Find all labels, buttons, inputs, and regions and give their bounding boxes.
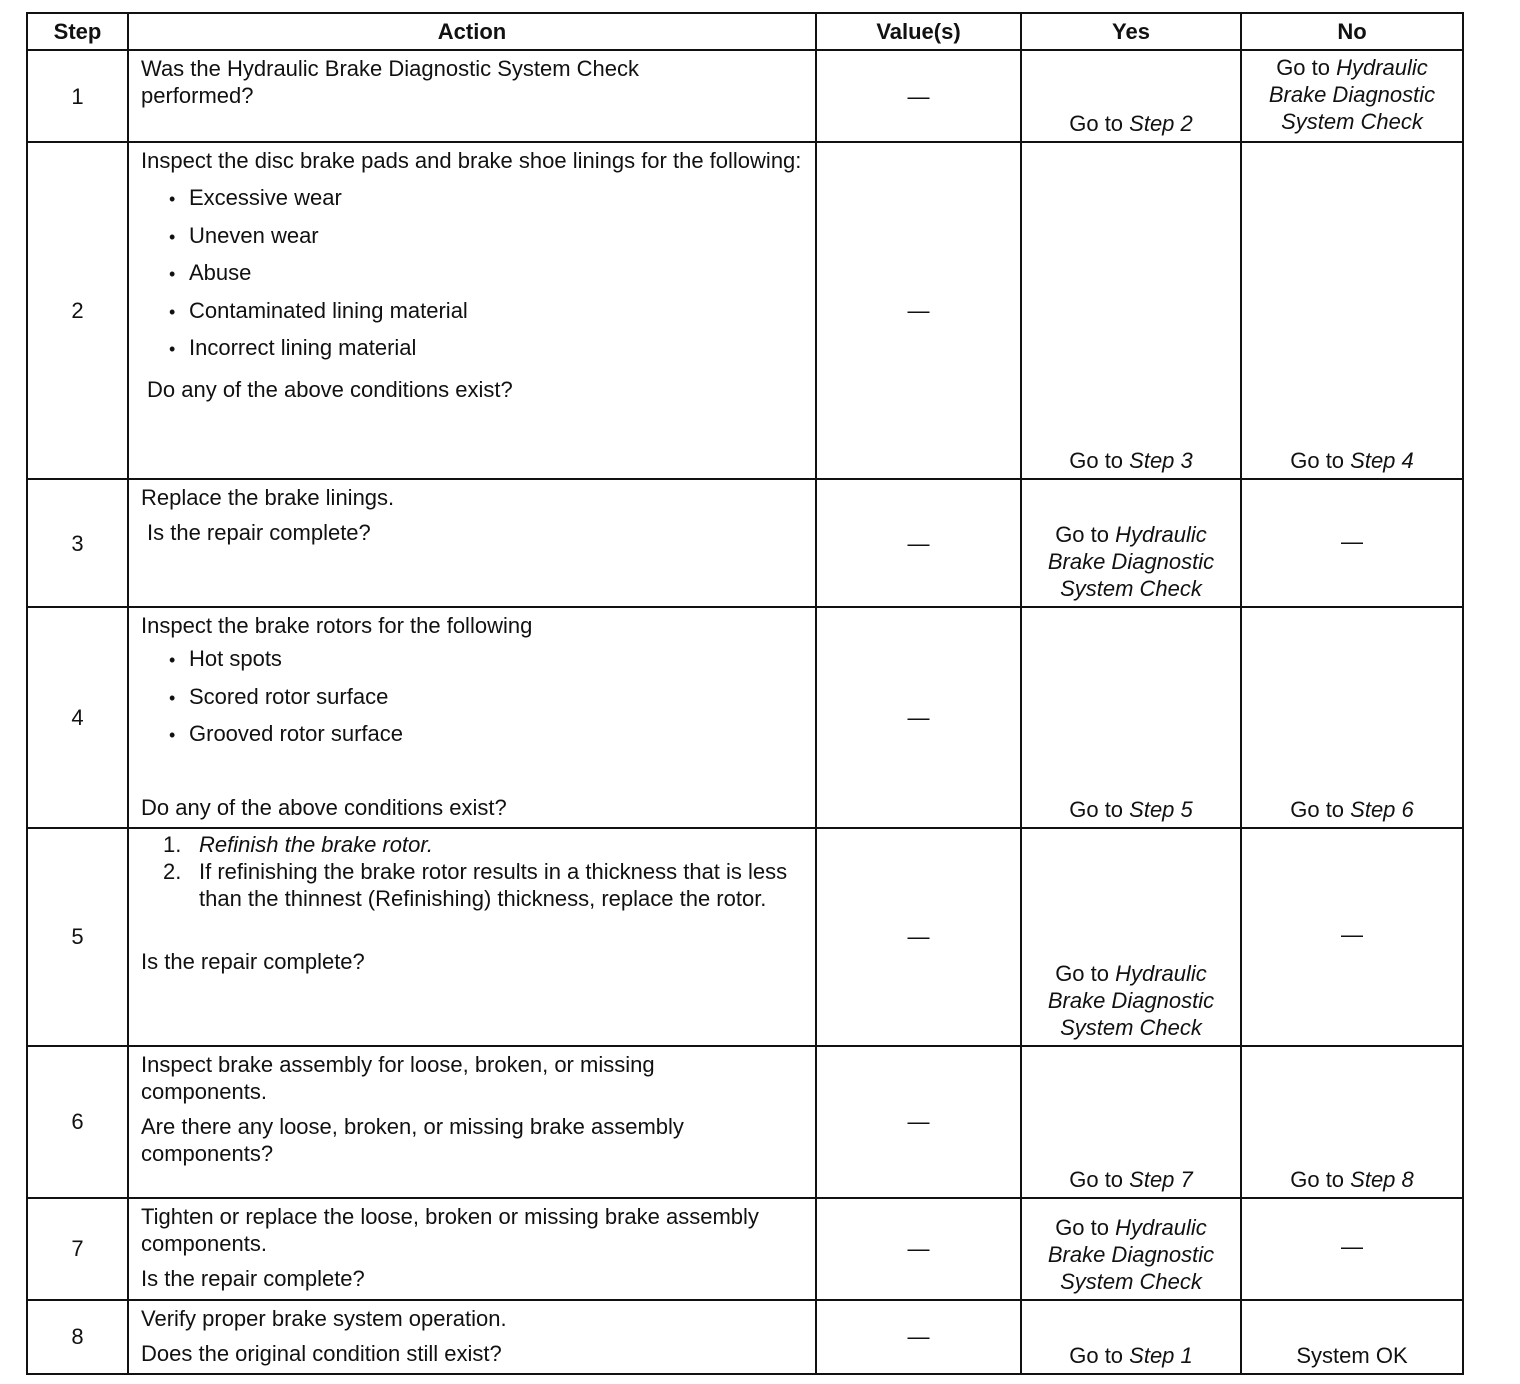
yes-target-link[interactable]: Hydraulic Brake Diagnostic System Check bbox=[1047, 960, 1215, 1040]
value-cell: — bbox=[816, 479, 1021, 607]
action-intro: Inspect the brake rotors for the following bbox=[141, 613, 533, 638]
numbered-steps bbox=[141, 831, 807, 912]
value-cell: — bbox=[816, 607, 1021, 828]
value-cell: — bbox=[816, 142, 1021, 479]
no-cell: System OK bbox=[1241, 1300, 1463, 1374]
yes-cell bbox=[1021, 1046, 1241, 1198]
yes-target-link[interactable]: Step 1 bbox=[1129, 1342, 1193, 1368]
action-cell bbox=[128, 607, 816, 828]
list-item: • Incorrect lining material bbox=[169, 330, 807, 368]
action-cell bbox=[128, 479, 816, 607]
list-item: • Excessive wear bbox=[169, 180, 807, 218]
yes-cell bbox=[1021, 142, 1241, 479]
list-item: • Grooved rotor surface bbox=[169, 716, 807, 754]
value-cell: — bbox=[816, 1300, 1021, 1374]
table-row bbox=[27, 50, 1463, 142]
list-item: • Scored rotor surface bbox=[169, 679, 807, 717]
action-text: Was the Hydraulic Brake Diagnostic System Check performed? bbox=[141, 56, 640, 108]
yes-cell bbox=[1021, 1198, 1241, 1300]
action-text: Tighten or replace the loose, broken or missing brake assembly components. bbox=[141, 1203, 759, 1256]
list-item: • Abuse bbox=[169, 255, 807, 293]
action-question: Are there any loose, broken, or missing brake assembly components? bbox=[141, 1113, 684, 1166]
step-number: 5 bbox=[27, 828, 128, 1046]
step-number: 8 bbox=[27, 1300, 128, 1374]
yes-prefix: Go to bbox=[1055, 960, 1116, 986]
header-no: No bbox=[1241, 13, 1463, 50]
action-cell bbox=[128, 142, 816, 479]
no-target-link[interactable]: Step 4 bbox=[1350, 448, 1414, 473]
list-text: Refinish the brake rotor. bbox=[199, 831, 433, 857]
condition-list bbox=[141, 180, 807, 368]
list-item bbox=[141, 858, 807, 912]
no-target-link[interactable]: Step 6 bbox=[1350, 796, 1414, 822]
header-yes: Yes bbox=[1021, 13, 1241, 50]
action-cell bbox=[128, 1046, 816, 1198]
yes-target-link[interactable]: Step 5 bbox=[1129, 796, 1193, 822]
yes-target-link[interactable]: Hydraulic Brake Diagnostic System Check bbox=[1047, 1214, 1215, 1294]
table-row bbox=[27, 607, 1463, 828]
diagnostic-table bbox=[26, 12, 1464, 1375]
yes-target-link[interactable]: Step 3 bbox=[1129, 448, 1193, 473]
yes-prefix: Go to bbox=[1055, 1214, 1116, 1240]
no-cell bbox=[1241, 50, 1463, 142]
list-item: • Uneven wear bbox=[169, 218, 807, 256]
table-row bbox=[27, 1046, 1463, 1198]
header-row bbox=[27, 13, 1463, 50]
no-prefix: Go to bbox=[1276, 55, 1337, 80]
no-prefix: Go to bbox=[1290, 796, 1351, 822]
header-values: Value(s) bbox=[816, 13, 1021, 50]
step-number: 6 bbox=[27, 1046, 128, 1198]
action-question: Is the repair complete? bbox=[141, 1265, 365, 1291]
yes-target-link[interactable]: Hydraulic Brake Diagnostic System Check bbox=[1047, 522, 1215, 601]
action-text: Inspect brake assembly for loose, broken, or missing components. bbox=[141, 1051, 655, 1104]
list-item: • Hot spots bbox=[169, 641, 807, 679]
no-cell bbox=[1241, 142, 1463, 479]
condition-list bbox=[141, 641, 807, 754]
action-cell bbox=[128, 1300, 816, 1374]
no-target-link[interactable]: Step 8 bbox=[1350, 1166, 1414, 1192]
no-cell: — bbox=[1241, 479, 1463, 607]
step-number: 7 bbox=[27, 1198, 128, 1300]
table-row bbox=[27, 828, 1463, 1046]
yes-cell bbox=[1021, 479, 1241, 607]
step-number: 2 bbox=[27, 142, 128, 479]
list-text: If refinishing the brake rotor results in a thickness that is less than the thinnest (Refinishing) thickness, replace the rotor. bbox=[199, 858, 788, 911]
yes-prefix: Go to bbox=[1069, 1342, 1130, 1368]
action-question: Do any of the above conditions exist? bbox=[147, 376, 513, 402]
value-cell: — bbox=[816, 1046, 1021, 1198]
yes-prefix: Go to bbox=[1069, 448, 1130, 473]
no-cell bbox=[1241, 607, 1463, 828]
action-cell bbox=[128, 828, 816, 1046]
yes-cell bbox=[1021, 50, 1241, 142]
list-item: • Contaminated lining material bbox=[169, 293, 807, 331]
action-cell bbox=[128, 50, 816, 142]
step-number: 3 bbox=[27, 479, 128, 607]
header-step: Step bbox=[27, 13, 128, 50]
table-row bbox=[27, 142, 1463, 479]
list-number: 2. bbox=[163, 858, 182, 884]
header-action: Action bbox=[128, 13, 816, 50]
no-prefix: Go to bbox=[1290, 1166, 1351, 1192]
yes-target-link[interactable]: Step 2 bbox=[1129, 111, 1193, 136]
yes-cell bbox=[1021, 828, 1241, 1046]
value-cell: — bbox=[816, 50, 1021, 142]
table-row bbox=[27, 479, 1463, 607]
action-question: Does the original condition still exist? bbox=[141, 1340, 502, 1366]
yes-prefix: Go to bbox=[1069, 796, 1130, 822]
value-cell: — bbox=[816, 828, 1021, 1046]
action-question: Is the repair complete? bbox=[141, 948, 365, 974]
yes-target-link[interactable]: Step 7 bbox=[1129, 1166, 1193, 1192]
action-cell bbox=[128, 1198, 816, 1300]
action-question: Do any of the above conditions exist? bbox=[141, 794, 507, 820]
action-intro: Inspect the disc brake pads and brake shoe linings for the following: bbox=[141, 148, 802, 173]
table-row bbox=[27, 1198, 1463, 1300]
yes-prefix: Go to bbox=[1069, 111, 1130, 136]
no-prefix: Go to bbox=[1290, 448, 1351, 473]
list-number: 1. bbox=[163, 831, 182, 857]
value-cell: — bbox=[816, 1198, 1021, 1300]
yes-prefix: Go to bbox=[1069, 1166, 1130, 1192]
action-text: Replace the brake linings. bbox=[141, 485, 395, 510]
yes-prefix: Go to bbox=[1055, 522, 1116, 547]
no-cell: — bbox=[1241, 1198, 1463, 1300]
list-item bbox=[141, 831, 807, 858]
action-text: Verify proper brake system operation. bbox=[141, 1305, 507, 1331]
yes-cell bbox=[1021, 1300, 1241, 1374]
table-row bbox=[27, 1300, 1463, 1374]
action-question: Is the repair complete? bbox=[147, 520, 371, 545]
no-cell bbox=[1241, 1046, 1463, 1198]
no-cell: — bbox=[1241, 828, 1463, 1046]
step-number: 1 bbox=[27, 50, 128, 142]
yes-cell bbox=[1021, 607, 1241, 828]
step-number: 4 bbox=[27, 607, 128, 828]
no-target-link[interactable]: Hydraulic Brake Diagnostic System Check bbox=[1268, 55, 1436, 134]
